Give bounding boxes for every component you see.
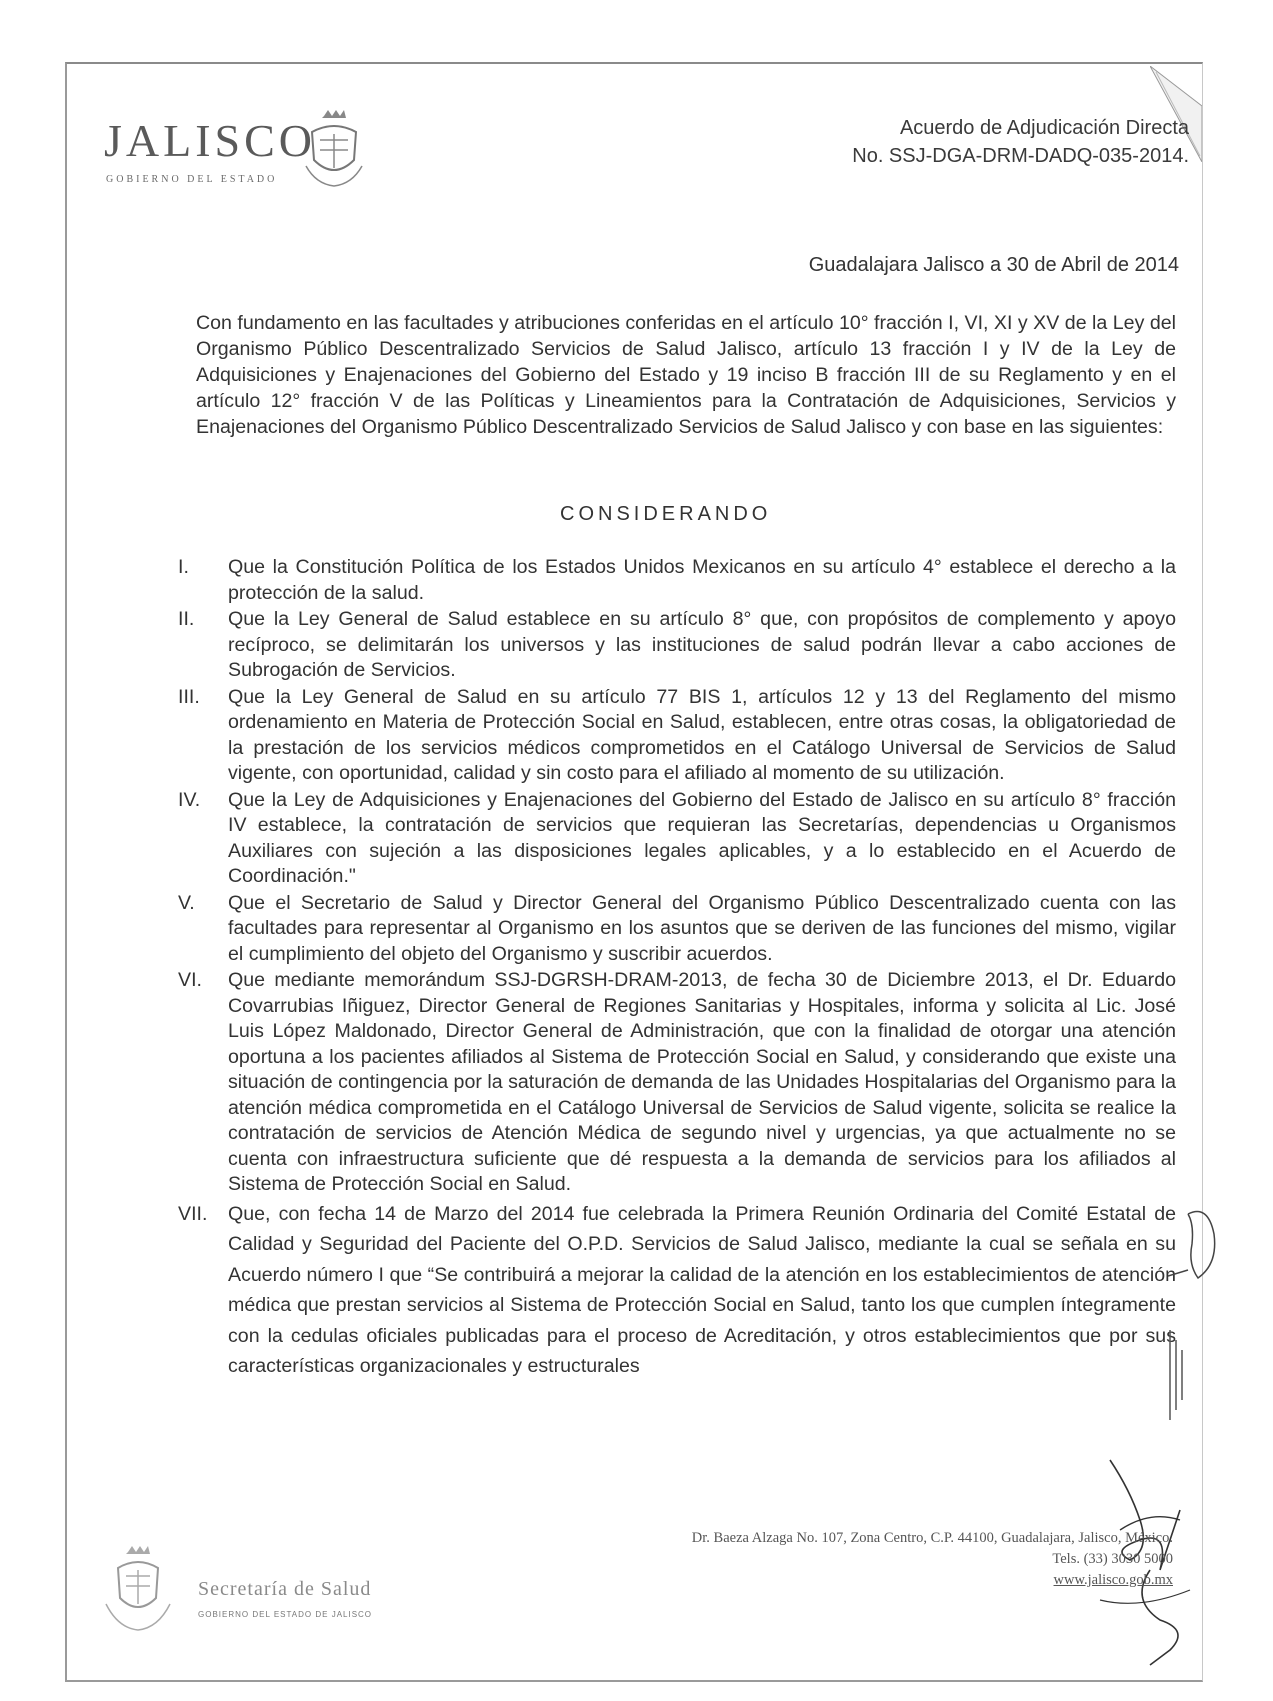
item-number: II. xyxy=(178,608,195,630)
document-date: Guadalajara Jalisco a 30 de Abril de 2014 xyxy=(808,254,1179,276)
section-title: CONSIDERANDO xyxy=(560,503,772,525)
margin-annotation-mark xyxy=(1168,1204,1228,1284)
item-text: Que la Constitución Política de los Estados Unidos Mexicanos en su artículo 4° establece el derecho a la protección de la salud. xyxy=(228,556,1176,604)
document-header xyxy=(852,114,1189,170)
item-text: Que la Ley General de Salud establece en su artículo 8° que, con propósitos de complemento y apoyo recíproco, se delimitarán los universos y las instituciones de salud podrán llevar a cabo acciones de Subrogación de Servicios. xyxy=(228,608,1176,681)
item-number: III. xyxy=(178,685,200,708)
intro-paragraph: Con fundamento en las facultades y atribuciones conferidas en el artículo 10° fracción I, VI, XI y XV de la Ley del Organismo Público Descentralizado Servicios de Salud Jalisco, artículo 13 fracción I y IV de la Ley de Adquisiciones y Enajenaciones del Gobierno del Estado y 19 inciso B fracción III de su Reglamento y en el artículo 12° fracción V de las Políticas y Lineamientos para la Contratación de Adquisiciones, Servicios y Enajenaciones del Organismo Público Descentralizado Servicios de Salud Jalisco y con base en las siguientes: xyxy=(196,312,1176,438)
agreement-title: Acuerdo de Adjudicación Directa xyxy=(899,117,1189,139)
item-text: Que el Secretario de Salud y Director General del Organismo Público Descentralizado cuenta con las facultades para representar al Organismo en los asuntos que se deriven de las funciones del mismo, vigilar el cumplimiento del objeto del Organismo y suscribir acuerdos. xyxy=(228,891,1176,965)
footer-address xyxy=(692,1528,1173,1591)
item-text: Que la Ley General de Salud en su artículo 77 BIS 1, artículos 12 y 13 del Reglamento del mismo ordenamiento en Materia de Protección Social en Salud, establecen, entre otras cosas, la obligatoriedad de la prestación de los servicios médicos comprometidos en el Catálogo Universal de Servicios de Salud vigente, con oportunidad, calidad y sin costo para el afiliado al momento de su utilización. xyxy=(228,685,1176,784)
list-item xyxy=(178,891,1176,968)
list-item xyxy=(178,1199,1176,1382)
item-number: I. xyxy=(178,556,189,578)
state-crest-icon xyxy=(302,110,366,188)
item-number: VI. xyxy=(178,969,202,991)
considerations-list xyxy=(178,555,1176,1383)
list-item xyxy=(178,788,1176,890)
jalisco-logo xyxy=(104,110,366,188)
item-number: VII. xyxy=(178,1202,208,1225)
secretaria-salud-logo xyxy=(98,1540,378,1640)
margin-bracket-mark xyxy=(1160,1330,1200,1420)
item-text: Que la Ley de Adquisiciones y Enajenaciones del Gobierno del Estado de Jalisco en su artículo 8° fracción IV establece, la contratación de servicios que requieran las Secretarías, dependencias u Organismos Auxiliares con sujeción a las disposiciones legales aplicables, y a lo establecido en el Acuerdo de Coordinación." xyxy=(228,788,1176,887)
list-item xyxy=(178,685,1176,787)
health-crest-icon xyxy=(98,1540,178,1640)
item-number: V. xyxy=(178,891,195,914)
item-text: Que, con fecha 14 de Marzo del 2014 fue celebrada la Primera Reunión Ordinaria del Comité Estatal de Calidad y Seguridad del Paciente del O.P.D. Servicios de Salud Jalisco, mediante la cual se señala en su Acuerdo número I que “Se contribuirá a mejorar la calidad de la atención en los establecimientos de atención médica que prestan servicios al Sistema de Protección Social en Salud, tanto los que cumplen íntegramente con la cedulas oficiales publicadas para el proceso de Acreditación, y otros establecimientos que por sus características organizacionales y estructurales xyxy=(228,1202,1176,1377)
footer-street: Dr. Baeza Alzaga No. 107, Zona Centro, C.P. 44100, Guadalajara, Jalisco, México. xyxy=(691,1530,1173,1546)
item-text: Que mediante memorándum SSJ-DGRSH-DRAM-2013, de fecha 30 de Diciembre 2013, el Dr. Eduardo Covarrubias Iñiguez, Director General de Regiones Sanitarias y Hospitales, informa y solicita al Lic. José Luis López Maldonado, Director General de Administración, que con la finalidad de otorgar una atención oportuna a los pacientes afiliados al Sistema de Protección Social en Salud, y considerando que existe una situación de contingencia por la saturación de demanda de las Unidades Hospitalarias del Organismo para la atención médica comprometida en el Catálogo Universal de Servicios de Salud vigente, solicita se realice la contratación de servicios de Atención Médica de segundo nivel y urgencias, ya que actualmente no se cuenta con infraestructura suficiente que dé respuesta a la demanda de servicios para los afiliados al Sistema de Protección Social en Salud. xyxy=(228,969,1176,1195)
department-subtitle: GOBIERNO DEL ESTADO DE JALISCO xyxy=(198,1610,373,1619)
logo-wordmark: JALISCO xyxy=(104,115,317,166)
list-item xyxy=(178,607,1176,684)
item-number: IV. xyxy=(178,788,201,811)
department-name: Secretaría de Salud xyxy=(198,1578,372,1600)
footer-website-link[interactable]: www.jalisco.gob.mx xyxy=(1053,1572,1173,1588)
list-item xyxy=(178,555,1176,606)
list-item xyxy=(178,968,1176,1198)
agreement-number: No. SSJ-DGA-DRM-DADQ-035-2014. xyxy=(852,145,1189,167)
logo-tagline: GOBIERNO DEL ESTADO xyxy=(106,174,278,185)
footer-phone: Tels. (33) 3030 5000 xyxy=(1052,1551,1173,1567)
